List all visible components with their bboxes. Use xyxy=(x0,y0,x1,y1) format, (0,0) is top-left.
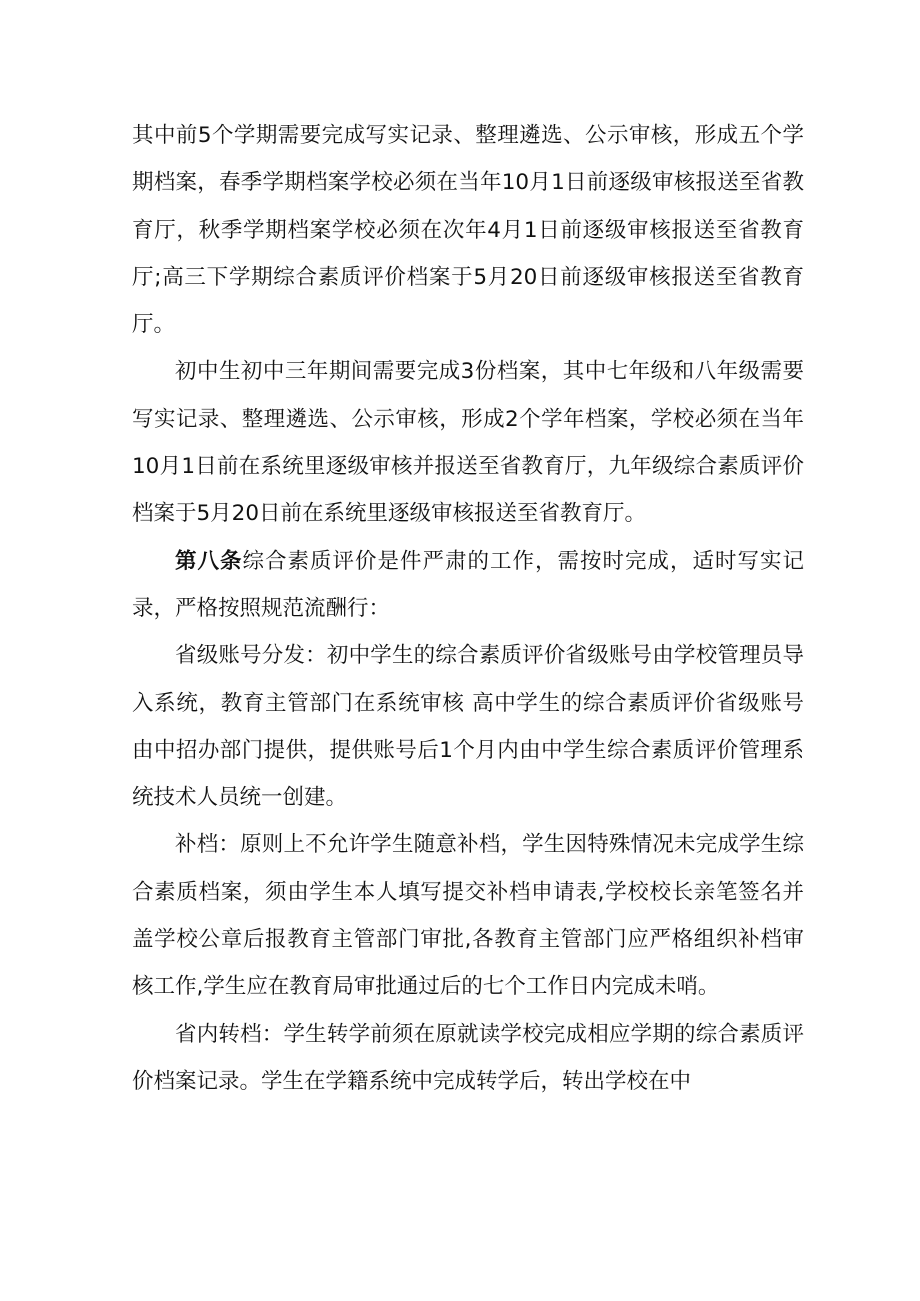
document-page xyxy=(132,112,804,1105)
paragraph-5: 补档：原则上不允许学生随意补档，学生因特殊情况未完成学生综合素质档案，须由学生本人填写提交补档申请表,学校校长亲笔签名并盖学校公章后报教育主管部门审批,各教育主管部门应严格组织补档审核工作,学生应在教育局审批通过后的七个工作日内完成未哨。 xyxy=(132,832,804,1000)
paragraph-3-text: 综合素质评价是件严肃的工作，需按时完成，适时写实记录，严格按照规范流酬行： xyxy=(132,548,804,621)
article-heading: 第八条 xyxy=(175,548,243,574)
paragraph-4: 省级账号分发：初中学生的综合素质评价省级账号由学校管理员导入系统，教育主管部门在系统审核 高中学生的综合素质评价省级账号由中招办部门提供，提供账号后1个月内由中学生综合素质评价管理系统技术人员统一创建。 xyxy=(132,643,804,811)
paragraph-6: 省内转档：学生转学前须在原就读学校完成相应学期的综合素质评价档案记录。学生在学籍系统中完成转学后，转出学校在中 xyxy=(132,1021,804,1094)
paragraph-2: 初中生初中三年期间需要完成3份档案，其中七年级和八年级需要写实记录、整理遴选、公示审核，形成2个学年档案，学校必须在当年10月1日前在系统里逐级审核并报送至省教育厅，九年级综合素质评价档案于5月20日前在系统里逐级审核报送至省教育厅。 xyxy=(132,359,804,527)
paragraph-3 xyxy=(132,538,804,633)
paragraph-1: 其中前5个学期需要完成写实记录、整理遴选、公示审核，形成五个学期档案，春季学期档案学校必须在当年10月1日前逐级审核报送至省教育厅，秋季学期档案学校必须在次年4月1日前逐级审核报送至省教育厅;高三下学期综合素质评价档案于5月20日前逐级审核报送至省教育厅。 xyxy=(132,123,804,338)
